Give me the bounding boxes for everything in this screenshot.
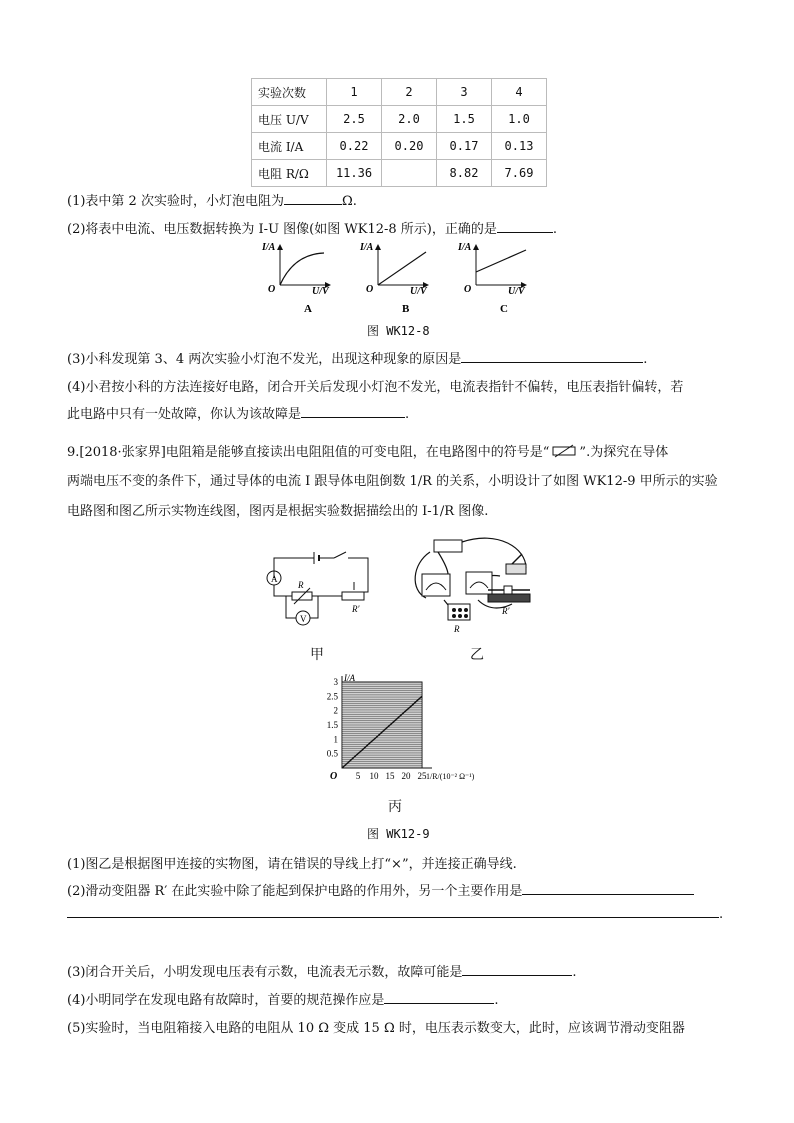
resistance-box-label: R xyxy=(454,624,460,634)
table-cell: 0.20 xyxy=(382,133,437,160)
figure-label-yi: 乙 xyxy=(470,647,484,663)
table-cell: 2.5 xyxy=(327,106,382,133)
figure-caption: 图 WK12-9 xyxy=(367,827,430,841)
y-axis-label: I/A xyxy=(360,242,374,253)
table-cell: 8.82 xyxy=(437,160,492,187)
figure-label-jia: 甲 xyxy=(310,647,324,663)
x-axis-label: U/V xyxy=(508,286,525,297)
q8-question-4-line1: (4)小君按小科的方法连接好电路，闭合开关后发现小灯泡不发光，电流表指针不偏转，电压表指针偏转，若 xyxy=(67,380,684,395)
origin-label: O xyxy=(366,284,374,295)
table-cell: 1 xyxy=(327,79,382,106)
answer-blank[interactable] xyxy=(462,963,572,976)
voltmeter-label: V xyxy=(300,614,307,624)
table-cell: 电流 I/A xyxy=(252,133,327,160)
resistor-label: R xyxy=(298,580,304,590)
table-row xyxy=(252,160,547,187)
x-tick-label: 5 xyxy=(355,771,361,781)
q9-question-5: (5)实验时，当电阻箱接入电路的电阻从 10 Ω 变成 15 Ω 时，电压表示数变大，此时，应该调节滑动变阻器 xyxy=(67,1021,685,1036)
figure-caption: 图 WK12-8 xyxy=(367,324,430,338)
y-axis-label: I/A xyxy=(262,242,276,253)
table-cell: 电压 U/V xyxy=(252,106,327,133)
answer-blank[interactable] xyxy=(301,405,405,418)
x-axis-label: 1/R/(10⁻² Ω⁻¹) xyxy=(426,772,475,781)
answer-blank[interactable] xyxy=(284,192,342,205)
table-row xyxy=(252,106,547,133)
answer-blank[interactable] xyxy=(384,991,494,1004)
table-cell: 1.0 xyxy=(492,106,547,133)
q8-question-4-line2: 此电路中只有一处故障，你认为该故障是 . xyxy=(67,407,410,422)
rheostat-icon xyxy=(488,594,530,602)
x-tick-label: 25 xyxy=(417,771,427,781)
table-cell: 2 xyxy=(382,79,437,106)
y-axis-label: I/A xyxy=(344,673,355,683)
q8-question-1: (1)表中第 2 次实验时，小灯泡电阻为 Ω. xyxy=(67,194,357,209)
q9-question-3: (3)闭合开关后，小明发现电压表有示数，电流表无示数，故障可能是 . xyxy=(67,965,577,980)
y-tick-label: 0.5 xyxy=(326,748,338,759)
q8-question-3: (3)小科发现第 3、4 两次实验小灯泡不发光，出现这种现象的原因是 . xyxy=(67,352,648,367)
ammeter-label: A xyxy=(271,574,278,584)
table-cell: 3 xyxy=(437,79,492,106)
y-tick-label: 1 xyxy=(333,734,338,745)
origin-label: O xyxy=(464,284,472,295)
table-cell xyxy=(382,160,437,187)
y-axis-label: I/A xyxy=(458,242,472,253)
q9-intro-line3: 电路图和图乙所示实物连线图，图丙是根据实验数据描绘出的 I-1/R 图像. xyxy=(67,504,489,519)
rheostat-label: R′ xyxy=(502,606,510,616)
q9-question-4: (4)小明同学在发现电路有故障时，首要的规范操作应是 . xyxy=(67,993,499,1008)
q9-intro-line2: 两端电压不变的条件下，通过导体的电流 I 跟导体电阻倒数 1/R 的关系，小明设计了如图 WK12-9 甲所示的实验 xyxy=(67,474,718,489)
graph-b-line xyxy=(378,252,426,285)
graph-a-curve xyxy=(280,253,324,285)
y-tick-label: 1.5 xyxy=(326,720,338,730)
origin-label: O xyxy=(268,284,276,295)
table-cell: 7.69 xyxy=(492,160,547,187)
q9-question-1: (1)图乙是根据图甲连接的实物图，请在错误的导线上打“×”，并连接正确导线. xyxy=(67,857,517,872)
table-cell: 0.17 xyxy=(437,133,492,160)
resistance-box-symbol-icon xyxy=(549,444,579,458)
answer-blank[interactable] xyxy=(461,350,643,363)
y-tick-label: 3 xyxy=(333,677,338,687)
q9-question-2: (2)滑动变阻器 R′ 在此实验中除了能起到保护电路的作用外，另一个主要作用是 xyxy=(67,880,694,899)
table-row xyxy=(252,79,547,106)
x-tick-label: 15 xyxy=(385,771,395,781)
table-row xyxy=(252,133,547,160)
answer-blank[interactable] xyxy=(497,220,553,233)
graph-c-line xyxy=(476,250,526,272)
graph-c xyxy=(457,242,526,315)
table-cell: 1.5 xyxy=(437,106,492,133)
answer-blank[interactable] xyxy=(522,882,694,895)
graph-label: C xyxy=(500,303,508,315)
table-cell: 0.13 xyxy=(492,133,547,160)
q9-intro-line1: 9.[2018·张家界]电阻箱是能够直接读出电阻阻值的可变电阻，在电路图中的符号是“ ”.为探究在导体 xyxy=(67,445,669,460)
ammeter-device-icon xyxy=(422,574,450,596)
y-tick-label: 2 xyxy=(333,705,338,716)
x-axis-label: U/V xyxy=(312,286,329,297)
q9-question-2-continued: . xyxy=(67,905,723,922)
x-axis-label: U/V xyxy=(410,286,427,297)
graph-b xyxy=(359,242,428,315)
wiring-illustration-yi xyxy=(408,528,548,638)
table-cell: 11.36 xyxy=(327,160,382,187)
figure-label-bing: 丙 xyxy=(388,799,402,815)
y-tick-label: 2.5 xyxy=(326,691,338,702)
battery-icon xyxy=(434,540,462,552)
table-cell: 0.22 xyxy=(327,133,382,160)
table-cell: 2.0 xyxy=(382,106,437,133)
current-vs-inverse-resistance-chart xyxy=(310,672,490,792)
iu-graphs xyxy=(258,240,548,318)
graph-label: A xyxy=(304,303,312,315)
graph-a xyxy=(261,242,330,315)
answer-blank[interactable] xyxy=(67,905,719,918)
table-cell: 实验次数 xyxy=(252,79,327,106)
q8-question-2: (2)将表中电流、电压数据转换为 I-U 图像(如图 WK12-8 所示)，正确的是 . xyxy=(67,222,557,237)
data-table xyxy=(251,78,547,187)
x-tick-label: 10 xyxy=(369,771,379,781)
origin-label: O xyxy=(330,771,338,782)
graph-label: B xyxy=(402,303,410,315)
x-tick-label: 20 xyxy=(401,771,411,781)
table-cell: 电阻 R/Ω xyxy=(252,160,327,187)
rheostat-label: R′ xyxy=(352,604,360,614)
circuit-diagram-jia xyxy=(262,548,380,630)
switch-icon xyxy=(506,564,526,574)
table-cell: 4 xyxy=(492,79,547,106)
